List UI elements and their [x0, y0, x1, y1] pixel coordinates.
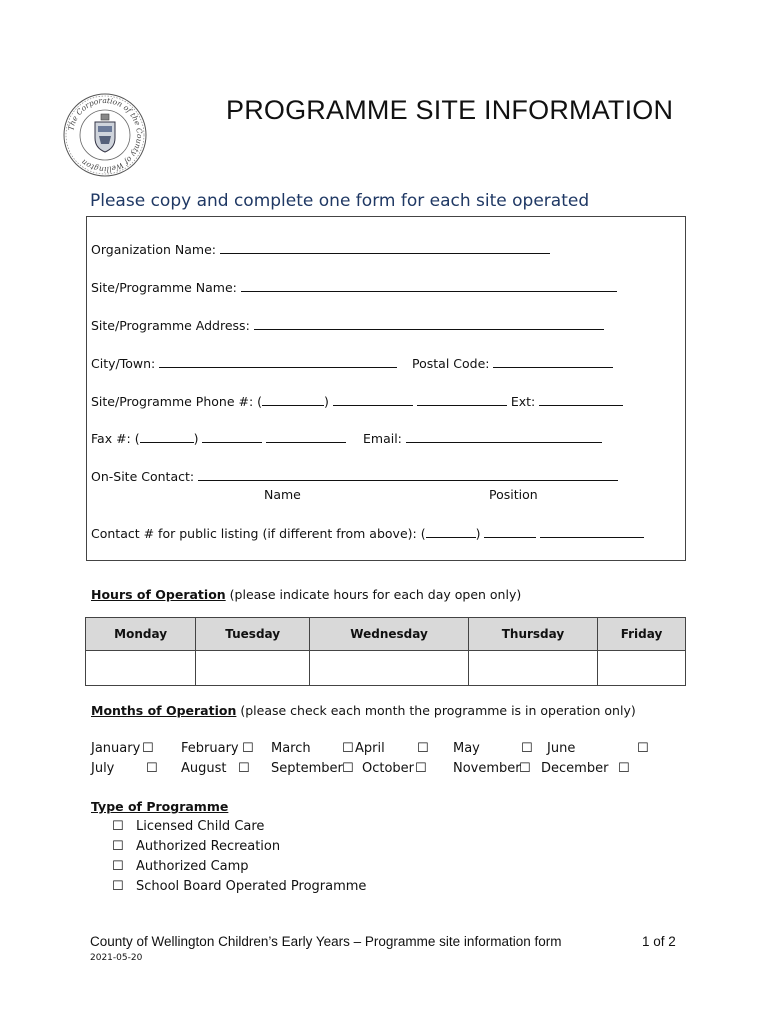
checkbox-october[interactable]: ☐: [415, 761, 427, 776]
phone-number-input[interactable]: [417, 392, 507, 406]
onsite-contact-field: On-Site Contact:: [91, 467, 618, 484]
fax-area-code-input[interactable]: [140, 429, 194, 443]
hours-cell-wednesday[interactable]: [310, 651, 469, 686]
hours-cell-thursday[interactable]: [468, 651, 597, 686]
programme-option-label: Licensed Child Care: [136, 819, 265, 834]
county-seal-logo: [62, 92, 148, 178]
city-town-input[interactable]: [159, 354, 397, 368]
hours-table: [85, 617, 686, 686]
checkbox-authorized-recreation[interactable]: ☐: [112, 839, 124, 854]
checkbox-august[interactable]: ☐: [238, 761, 250, 776]
checkbox-november[interactable]: ☐: [519, 761, 531, 776]
postal-code-input[interactable]: [493, 354, 613, 368]
month-label: April: [355, 741, 385, 756]
onsite-contact-input[interactable]: [198, 467, 618, 481]
checkbox-authorized-camp[interactable]: ☐: [112, 859, 124, 874]
fax-number-input[interactable]: [266, 429, 346, 443]
public-prefix-input[interactable]: [484, 524, 536, 538]
checkbox-school-board-programme[interactable]: ☐: [112, 879, 124, 894]
checkbox-licensed-child-care[interactable]: ☐: [112, 819, 124, 834]
city-town-field: City/Town:: [91, 354, 397, 371]
page-number: 1 of 2: [642, 934, 676, 949]
checkbox-june[interactable]: ☐: [637, 741, 649, 756]
public-contact-field: Contact # for public listing (if different from above): ( ): [91, 524, 644, 541]
position-caption: Position: [489, 487, 538, 502]
checkbox-february[interactable]: ☐: [242, 741, 254, 756]
checkbox-september[interactable]: ☐: [342, 761, 354, 776]
form-instruction: Please copy and complete one form for each site operated: [90, 191, 590, 211]
month-label: December: [541, 761, 609, 776]
phone-field: Site/Programme Phone #: ( ) Ext:: [91, 392, 623, 409]
month-label: June: [547, 741, 576, 756]
site-info-box: [86, 216, 686, 561]
postal-code-field: Postal Code:: [412, 354, 613, 371]
hours-cell-tuesday[interactable]: [196, 651, 310, 686]
email-input[interactable]: [406, 429, 602, 443]
checkbox-december[interactable]: ☐: [618, 761, 630, 776]
fax-field: Fax #: ( ): [91, 429, 346, 446]
organization-name-input[interactable]: [220, 240, 550, 254]
day-header-wednesday: Wednesday: [310, 618, 469, 651]
footer-text: County of Wellington Children’s Early Years – Programme site information form: [90, 934, 562, 949]
site-address-field: Site/Programme Address:: [91, 316, 604, 333]
hours-section-heading: Hours of Operation (please indicate hours for each day open only): [91, 587, 522, 602]
email-field: Email:: [363, 429, 602, 446]
organization-name-field: Organization Name:: [91, 240, 550, 257]
month-label: March: [271, 741, 311, 756]
day-header-friday: Friday: [598, 618, 686, 651]
month-label: September: [271, 761, 343, 776]
hours-cell-friday[interactable]: [598, 651, 686, 686]
name-caption: Name: [264, 487, 301, 502]
revision-date: 2021-05-20: [90, 953, 143, 963]
programme-option-label: Authorized Recreation: [136, 839, 281, 854]
programme-option-label: Authorized Camp: [136, 859, 249, 874]
month-label: January: [91, 741, 141, 756]
month-label: February: [181, 741, 239, 756]
month-label: July: [91, 761, 115, 776]
day-header-tuesday: Tuesday: [196, 618, 310, 651]
page-title: PROGRAMME SITE INFORMATION: [226, 95, 674, 125]
checkbox-april[interactable]: ☐: [417, 741, 429, 756]
phone-prefix-input[interactable]: [333, 392, 413, 406]
site-address-input[interactable]: [254, 316, 604, 330]
programme-type-heading: Type of Programme: [91, 799, 229, 814]
checkbox-july[interactable]: ☐: [146, 761, 158, 776]
checkbox-march[interactable]: ☐: [342, 741, 354, 756]
day-header-monday: Monday: [86, 618, 196, 651]
public-number-input[interactable]: [540, 524, 644, 538]
programme-option-label: School Board Operated Programme: [136, 879, 367, 894]
phone-ext-input[interactable]: [539, 392, 623, 406]
svg-text:The Corporation of the County: The Corporation of the County of Wellington: [66, 95, 145, 175]
fax-prefix-input[interactable]: [202, 429, 262, 443]
months-section-heading: Months of Operation (please check each month the programme is in operation only): [91, 703, 636, 718]
month-label: May: [453, 741, 480, 756]
checkbox-may[interactable]: ☐: [521, 741, 533, 756]
site-name-input[interactable]: [241, 278, 617, 292]
checkbox-january[interactable]: ☐: [142, 741, 154, 756]
day-header-thursday: Thursday: [468, 618, 597, 651]
month-label: October: [362, 761, 415, 776]
hours-cell-monday[interactable]: [86, 651, 196, 686]
public-area-code-input[interactable]: [426, 524, 476, 538]
site-name-field: Site/Programme Name:: [91, 278, 617, 295]
phone-area-code-input[interactable]: [262, 392, 324, 406]
month-label: November: [453, 761, 521, 776]
month-label: August: [181, 761, 227, 776]
